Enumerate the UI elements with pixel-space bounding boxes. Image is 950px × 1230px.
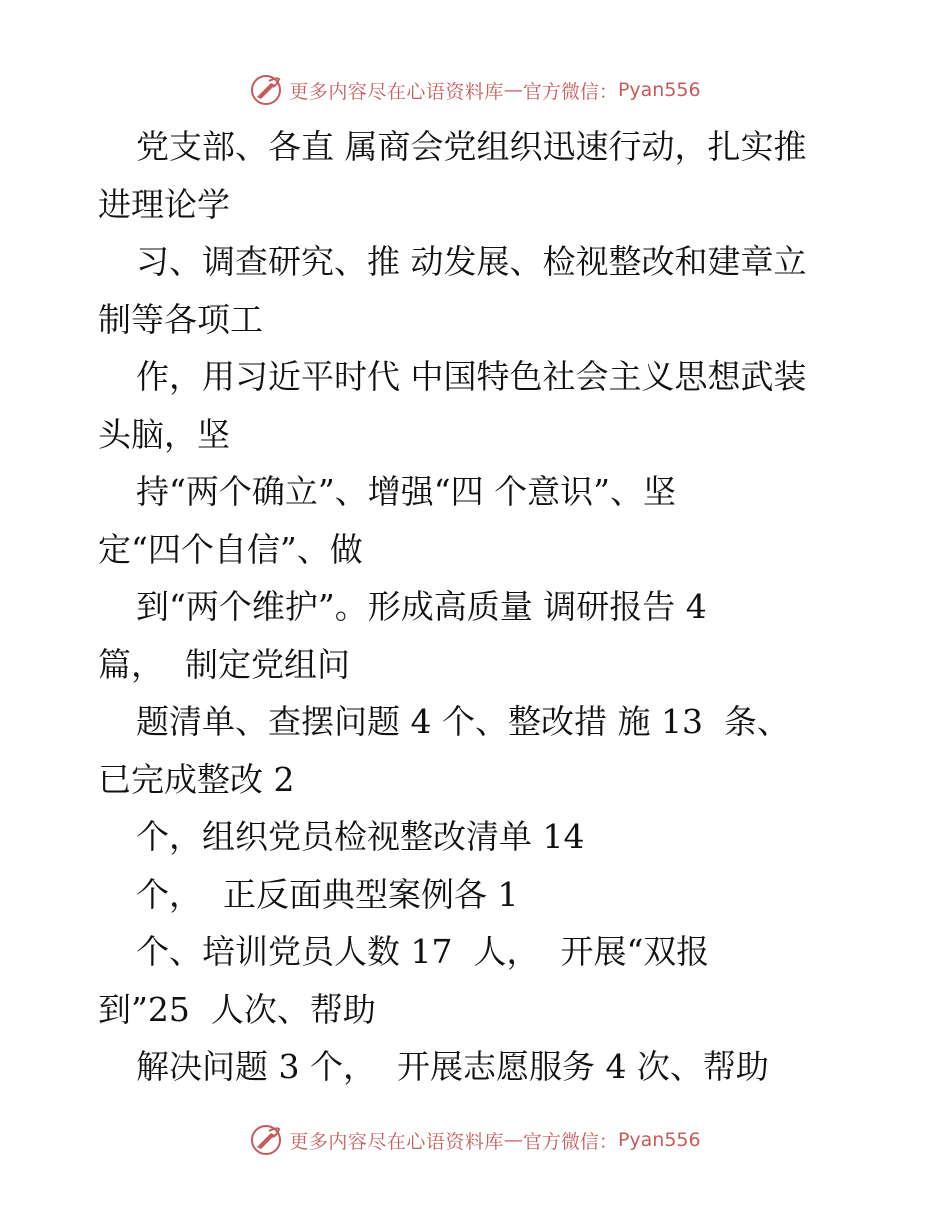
text-line: 个，组织党员检视整改清单 14 xyxy=(136,817,585,856)
text-line: 已完成整改 2 xyxy=(98,759,295,799)
watermark-wechat-id: Pyan556 xyxy=(617,1129,701,1151)
watermark-title: 更多内容尽在心语资料库 xyxy=(289,80,504,103)
quill-seal-icon xyxy=(249,73,283,107)
text-line: 篇， 制定党组问 xyxy=(98,644,350,684)
text-line: 到”25 人次、帮助 xyxy=(98,989,376,1029)
text-line: 定“四个自信”、做 xyxy=(98,529,363,569)
text-line: 党支部、各直 属商会党组织迅速行动，扎实推 xyxy=(136,127,807,166)
text-line: 到“两个维护”。形成高质量 调研报告 4 xyxy=(136,587,707,626)
text-line: 进理论学 xyxy=(98,184,230,224)
text-line: 头脑，坚 xyxy=(98,414,230,454)
watermark-wechat-label: 官方微信： xyxy=(522,1130,618,1153)
text-line: 持“两个确立”、增强“四 个意识”、坚 xyxy=(136,472,676,511)
text-line: 个、培训党员人数 17 人， 开展“双报 xyxy=(136,932,710,971)
watermark-dash: — xyxy=(503,1129,523,1151)
text-line: 解决问题 3 个， 开展志愿服务 4 次、帮助 xyxy=(136,1047,769,1086)
text-line: 习、调查研究、推 动发展、检视整改和建章立 xyxy=(136,242,807,281)
footer-watermark xyxy=(0,1122,950,1158)
text-line: 作，用习近平时代 中国特色社会主义思想武装 xyxy=(136,357,807,396)
text-line: 题清单、查摆问题 4 个、整改措 施 13 条、 xyxy=(136,702,790,741)
watermark-dash: — xyxy=(503,79,523,101)
header-watermark xyxy=(0,72,950,108)
text-line: 制等各项工 xyxy=(98,299,263,339)
quill-seal-icon xyxy=(249,1123,283,1157)
watermark-title: 更多内容尽在心语资料库 xyxy=(289,1130,504,1153)
watermark-wechat-label: 官方微信： xyxy=(522,80,618,103)
watermark-wechat-id: Pyan556 xyxy=(617,79,701,101)
document-body xyxy=(0,118,950,1096)
text-line: 个， 正反面典型案例各 1 xyxy=(136,874,519,914)
